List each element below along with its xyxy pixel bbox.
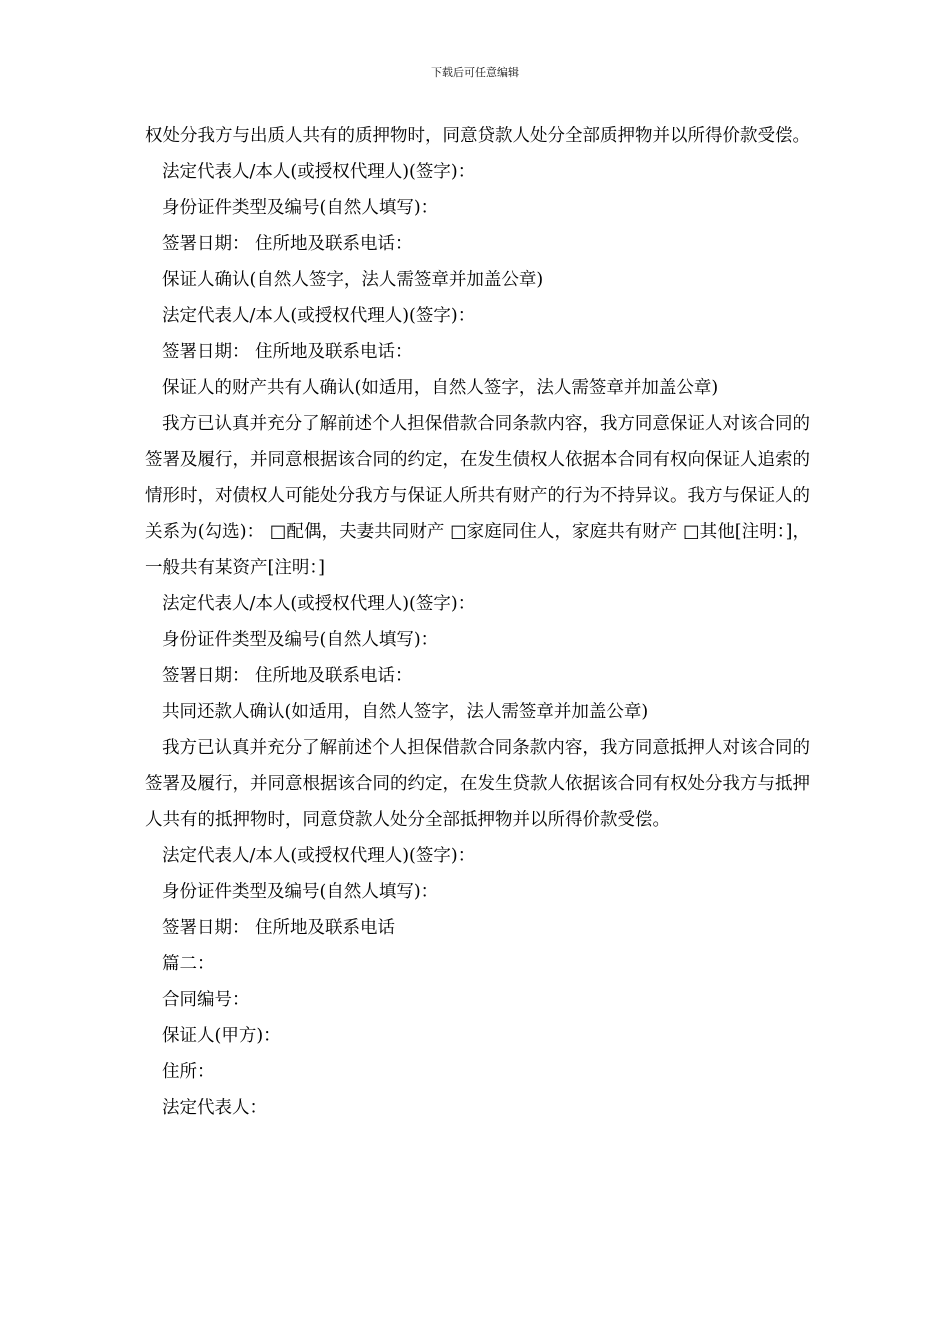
- co-owner-confirmation-heading: 保证人的财产共有人确认(如适用，自然人签字，法人需签章并加盖公章): [162, 378, 719, 398]
- guarantor-party-a-line: 保证人(甲方)：: [162, 1026, 281, 1046]
- signature-line-legal-rep: 法定代表人/本人(或授权代理人)(签字)：: [162, 846, 476, 866]
- signature-line-legal-rep: 法定代表人/本人(或授权代理人)(签字)：: [162, 306, 476, 326]
- signature-line-legal-rep: 法定代表人/本人(或授权代理人)(签字)：: [162, 162, 476, 182]
- id-document-line: 身份证件类型及编号(自然人填写)：: [162, 198, 439, 218]
- sign-date-address-line: 签署日期： 住所地及联系电话: [162, 918, 396, 938]
- sign-date-address-line: 签署日期： 住所地及联系电话：: [162, 234, 413, 254]
- contract-number-line: 合同编号：: [162, 990, 250, 1010]
- address-line: 住所：: [162, 1062, 215, 1082]
- section-title-part-two: 篇二：: [162, 954, 215, 974]
- sign-date-address-line: 签署日期： 住所地及联系电话：: [162, 342, 413, 362]
- sign-date-address-line: 签署日期： 住所地及联系电话：: [162, 666, 413, 686]
- id-document-line: 身份证件类型及编号(自然人填写)：: [162, 882, 439, 902]
- co-repayer-confirmation-heading: 共同还款人确认(如适用，自然人签字，法人需签章并加盖公章): [162, 702, 649, 722]
- paragraph-co-owner-consent: 我方已认真并充分了解前述个人担保借款合同条款内容，我方同意保证人对该合同的签署及履行，并同意根据该合同的约定，在发生债权人依据本合同有权向保证人追索的情形时，对债权人可能处分我方与保证人所共有财产的行为不持异议。我方与保证人的关系为(勾选)： □配偶，夫妻共同财产 □家庭同住人，家庭共有财产 □其他[注明：]，一般共有某资产[注明：]: [145, 414, 810, 578]
- guarantor-confirmation-heading: 保证人确认(自然人签字，法人需签章并加盖公章): [162, 270, 544, 290]
- paragraph-mortgage-consent: 我方已认真并充分了解前述个人担保借款合同条款内容，我方同意抵押人对该合同的签署及履行，并同意根据该合同的约定，在发生贷款人依据该合同有权处分我方与抵押人共有的抵押物时，同意贷款人处分全部抵押物并以所得价款受偿。: [145, 738, 810, 830]
- paragraph-pledge-consent: 权处分我方与出质人共有的质押物时，同意贷款人处分全部质押物并以所得价款受偿。: [145, 126, 810, 146]
- page-header-note: 下载后可任意编辑: [431, 66, 519, 79]
- document-body: [145, 118, 810, 1126]
- legal-representative-line: 法定代表人：: [162, 1098, 267, 1118]
- signature-line-legal-rep: 法定代表人/本人(或授权代理人)(签字)：: [162, 594, 476, 614]
- id-document-line: 身份证件类型及编号(自然人填写)：: [162, 630, 439, 650]
